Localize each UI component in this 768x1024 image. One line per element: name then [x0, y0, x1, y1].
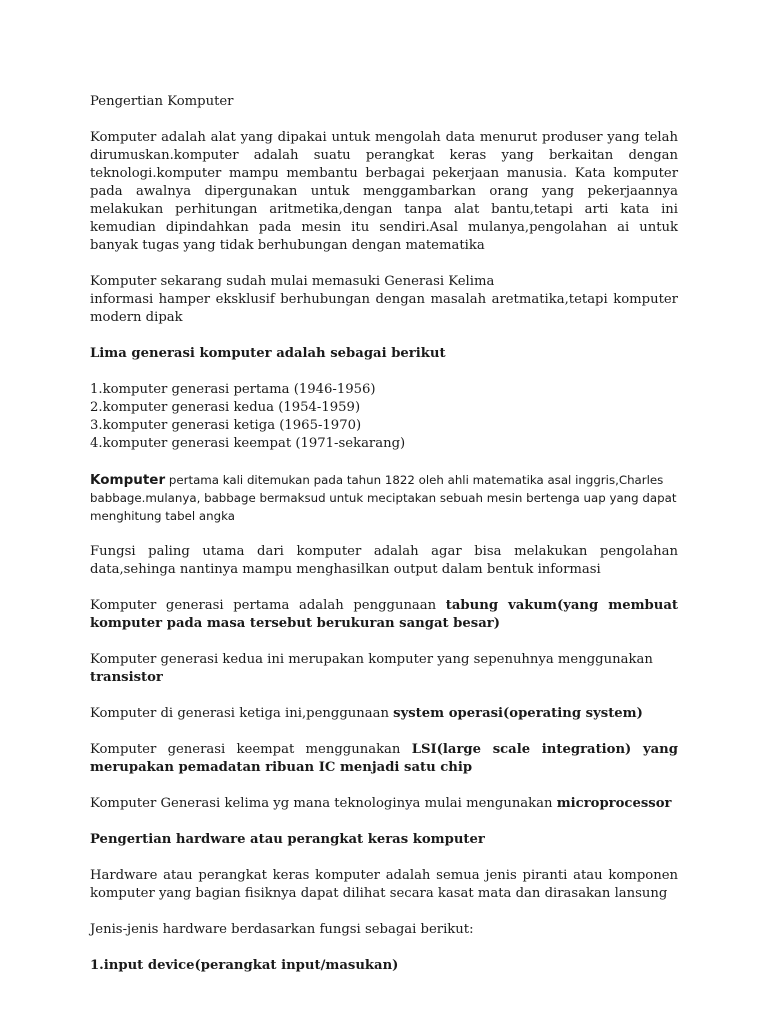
generation-2-text: Komputer generasi kedua ini merupakan komputer yang sepenuhnya menggunakan: [90, 652, 653, 667]
hardware-heading: Pengertian hardware atau perangkat keras komputer: [90, 832, 485, 847]
generation-4-paragraph: [90, 741, 678, 777]
babbage-lead-word: Komputer: [90, 472, 166, 488]
babbage-text: pertama kali ditemukan pada tahun 1822 oleh ahli matematika asal inggris,Charles babbage.mulanya, babbage bermaksud untuk meciptakan sebuah mesin bertenga uap yang dapat menghitung tabel angka: [90, 473, 677, 523]
generation-5-text: Komputer Generasi kelima yg mana teknologinya mulai mengunakan: [90, 796, 557, 811]
generation-1-paragraph: [90, 597, 678, 633]
hardware-types-intro: Jenis-jenis hardware berdasarkan fungsi sebagai berikut:: [90, 922, 474, 937]
generation-4-bold: LSI(large scale integration) yang merupakan pemadatan ribuan IC menjadi satu chip: [90, 742, 678, 775]
function-paragraph: Fungsi paling utama dari komputer adalah agar bisa melakukan pengolahan data,sehinga nantinya mampu menghasilkan output dalam bentuk informasi: [90, 544, 678, 577]
list-item: 3.komputer generasi ketiga (1965-1970): [90, 418, 362, 433]
generation-2-bold: transistor: [90, 670, 163, 685]
list-item: 1.komputer generasi pertama (1946-1956): [90, 382, 376, 397]
generation-3-paragraph: [90, 705, 678, 723]
generation-1-text: Komputer generasi pertama adalah penggunaan: [90, 598, 446, 613]
input-device-heading: 1.input device(perangkat input/masukan): [90, 958, 399, 973]
babbage-paragraph: [90, 471, 678, 525]
generation-4-text: Komputer generasi keempat menggunakan: [90, 742, 412, 757]
page-title: Pengertian Komputer: [90, 94, 234, 109]
generation-3-bold: system operasi(operating system): [393, 706, 643, 721]
generation-5-bold: microprocessor: [556, 796, 672, 811]
generation-3-text: Komputer di generasi ketiga ini,penggunaan: [90, 706, 394, 721]
generation-intro-line: Komputer sekarang sudah mulai memasuki Generasi Kelima: [90, 274, 495, 289]
generation-1-bold: tabung vakum(yang membuat komputer pada masa tersebut berukuran sangat besar): [90, 598, 678, 631]
generations-heading: Lima generasi komputer adalah sebagai berikut: [90, 346, 446, 361]
generation-5-paragraph: [90, 795, 678, 813]
list-item: 4.komputer generasi keempat (1971-sekarang): [90, 436, 406, 451]
definition-paragraph: Komputer adalah alat yang dipakai untuk mengolah data menurut produser yang telah dirumuskan.komputer adalah suatu perangkat keras yang berkaitan dengan teknologi.komputer mampu membantu berbagai pekerjaan manusia. Kata komputer pada awalnya dipergunakan untuk menggambarkan orang yang pekerjaannya melakukan perhitungan aritmetika,dengan tanpa alat bantu,tetapi arti kata ini kemudian dipindahkan pada mesin itu sendiri.Asal mulanya,pengolahan ai untuk banyak tugas yang tidak berhubungan dengan matematika: [90, 130, 678, 253]
generations-list: [90, 381, 678, 453]
hardware-paragraph: Hardware atau perangkat keras komputer adalah semua jenis piranti atau komponen komputer yang bagian fisiknya dapat dilihat secara kasat mata dan dirasakan lansung: [90, 868, 678, 901]
list-item: 2.komputer generasi kedua (1954-1959): [90, 400, 361, 415]
generation-2-paragraph: [90, 651, 678, 687]
document-body: [90, 93, 678, 975]
generation-intro-paragraph: informasi hamper eksklusif berhubungan dengan masalah aretmatika,tetapi komputer modern dipak: [90, 292, 678, 325]
